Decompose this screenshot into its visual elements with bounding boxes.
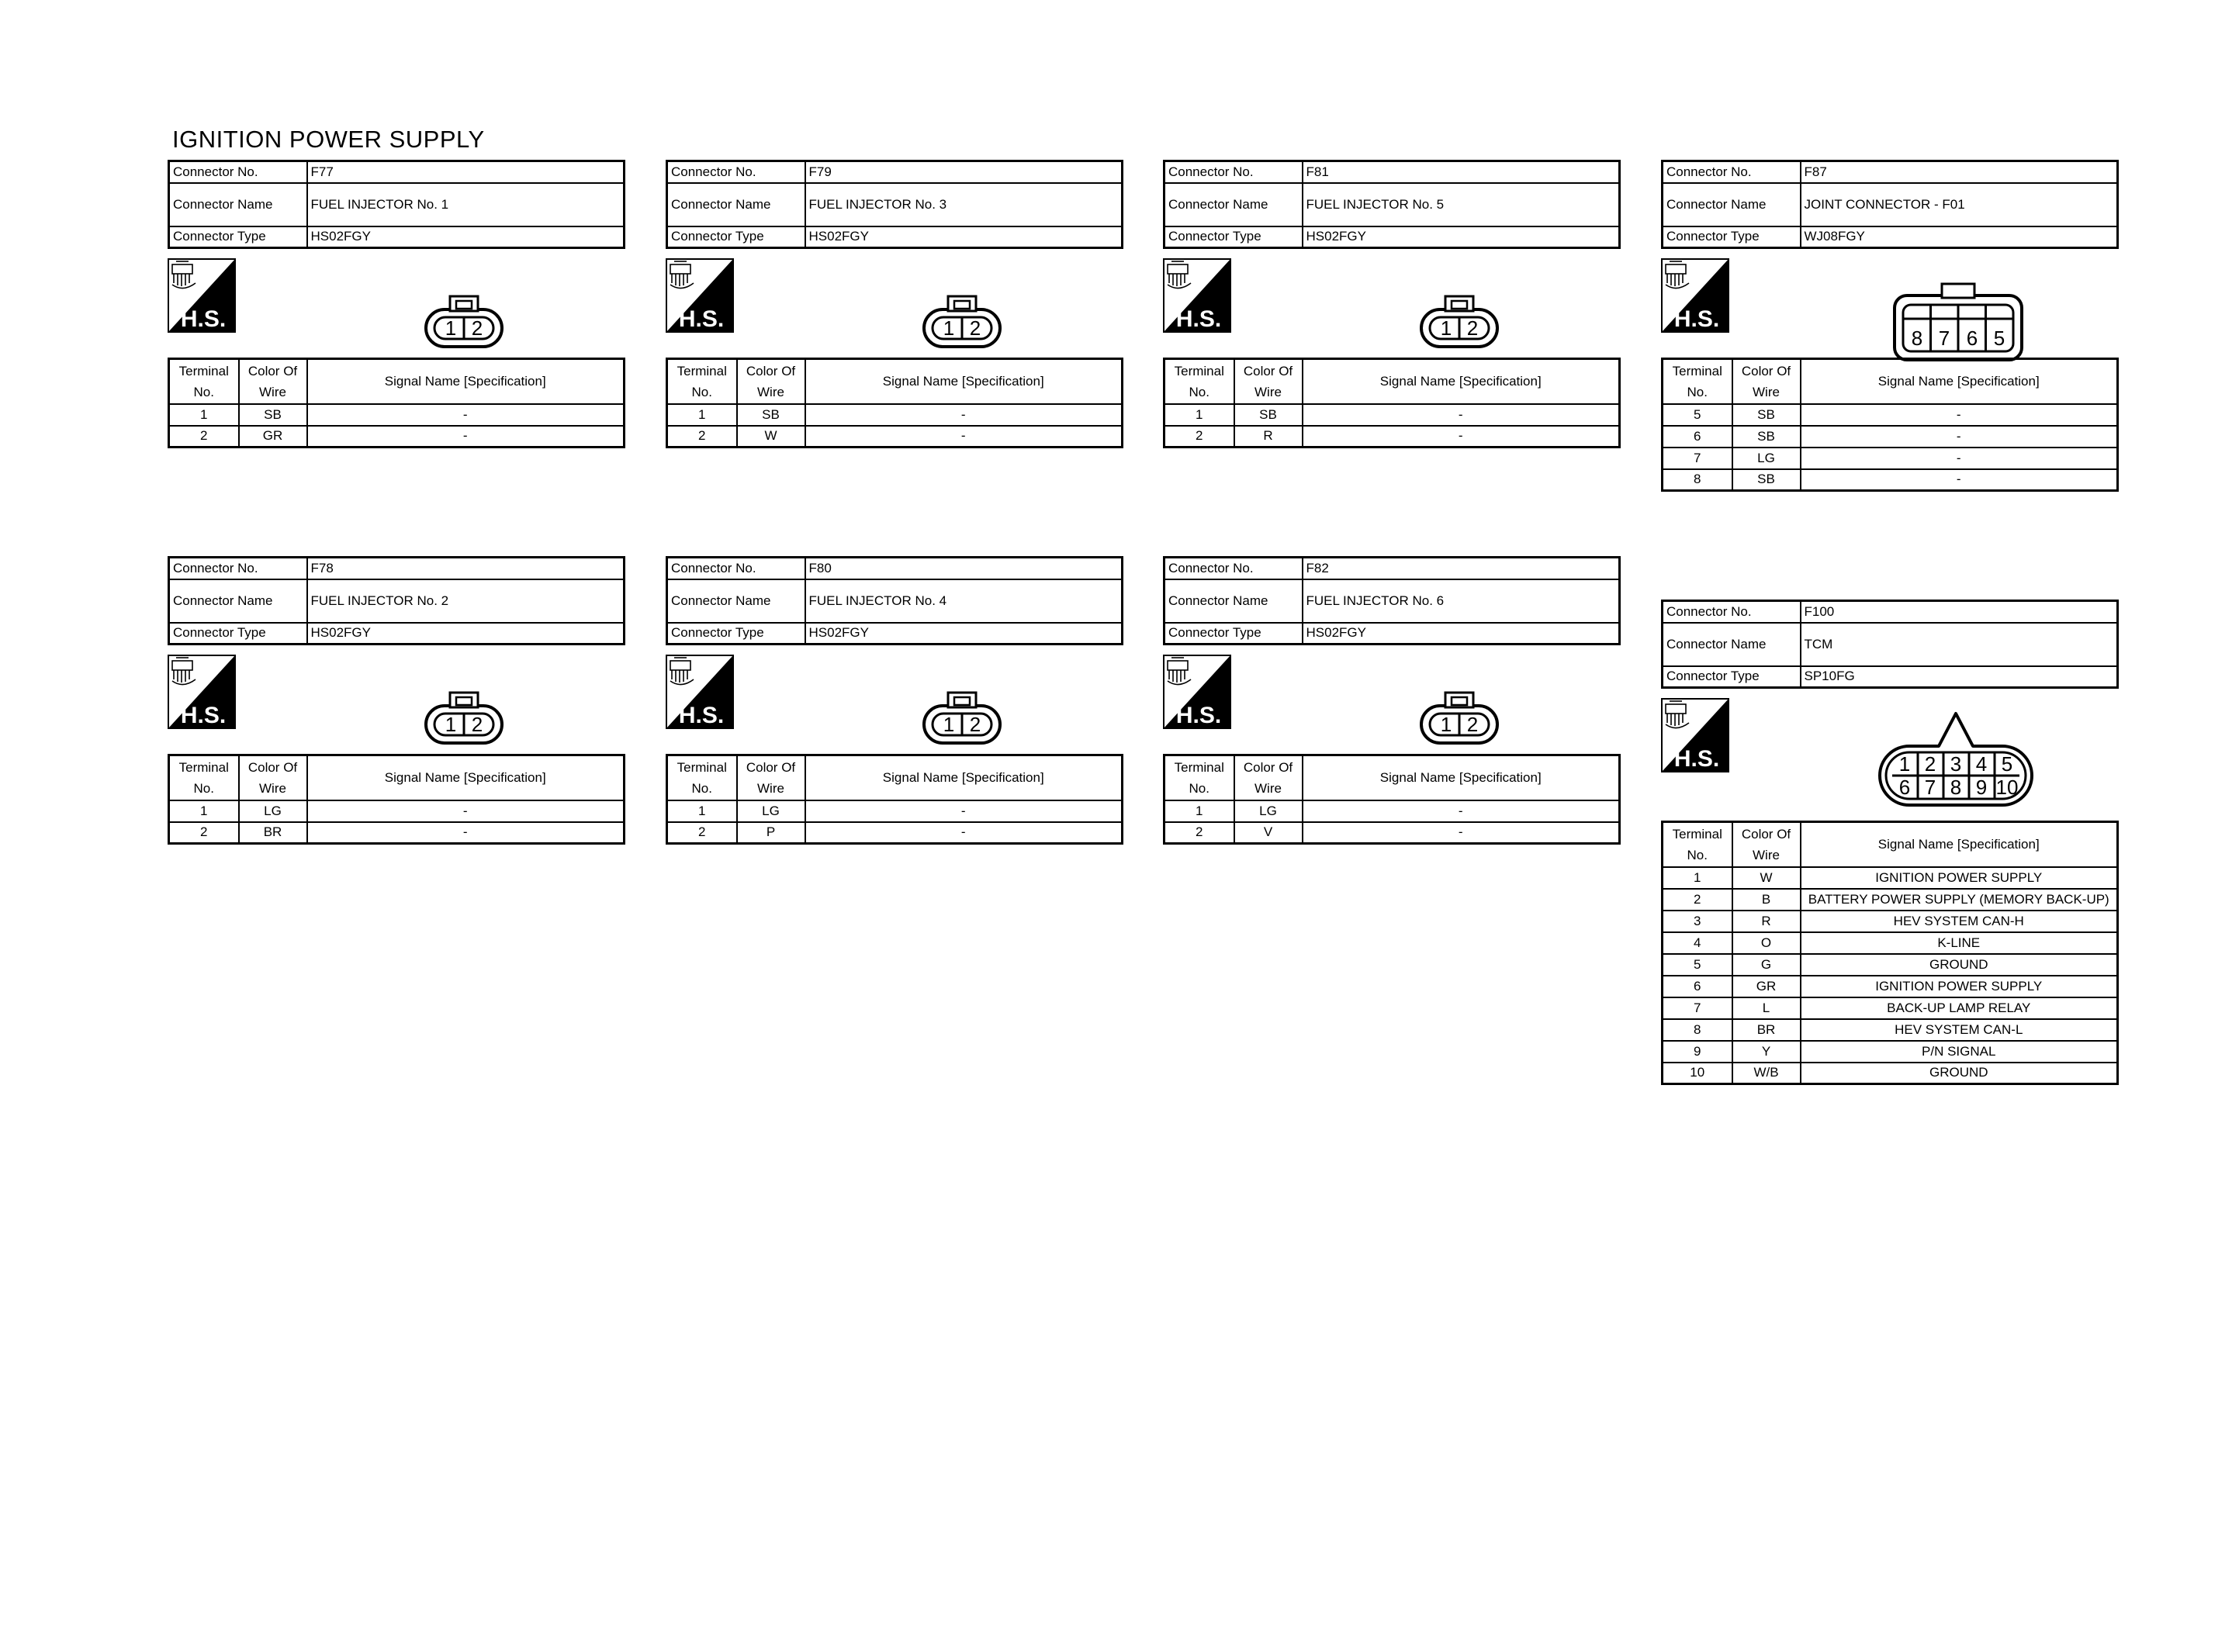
wire-color-cell: L bbox=[1732, 997, 1801, 1019]
connector-type-value: HS02FGY bbox=[307, 226, 625, 248]
signal-name-cell: HEV SYSTEM CAN-H bbox=[1801, 911, 2118, 932]
signal-name-header: Signal Name [Specification] bbox=[1801, 359, 2118, 404]
connector-type-value: SP10FG bbox=[1801, 666, 2118, 688]
connector-name-label: Connector Name bbox=[1663, 183, 1801, 226]
connector-no-label: Connector No. bbox=[667, 558, 805, 579]
signal-name-header: Signal Name [Specification] bbox=[1801, 822, 2118, 867]
terminal-no-header bbox=[1663, 822, 1732, 867]
pin-label: 2 bbox=[1924, 752, 1936, 776]
hs-badge-label: H.S. bbox=[1673, 746, 1720, 772]
terminal-no-cell: 1 bbox=[1164, 800, 1234, 822]
connector-info-table bbox=[168, 160, 625, 249]
pin-label: 1 bbox=[445, 316, 457, 340]
terminal-no-cell: 2 bbox=[1663, 889, 1732, 911]
table-row bbox=[667, 822, 1123, 844]
connector-name-value: FUEL INJECTOR No. 1 bbox=[307, 183, 625, 226]
header-line: Color Of bbox=[1243, 363, 1293, 378]
signal-name-cell: BACK-UP LAMP RELAY bbox=[1801, 997, 2118, 1019]
signal-name-header: Signal Name [Specification] bbox=[805, 359, 1123, 404]
connector-name-value: JOINT CONNECTOR - F01 bbox=[1801, 183, 2118, 226]
wire-color-cell: BR bbox=[239, 822, 307, 844]
table-row bbox=[1164, 822, 1620, 844]
connector-no-label: Connector No. bbox=[1663, 601, 1801, 623]
terminal-no-cell: 3 bbox=[1663, 911, 1732, 932]
connector-face-diagram bbox=[922, 294, 1002, 350]
signal-name-cell: GROUND bbox=[1801, 1063, 2118, 1084]
harness-side-icon bbox=[1163, 655, 1231, 729]
connector-figure bbox=[1163, 249, 1621, 358]
wire-color-cell: LG bbox=[1732, 448, 1801, 469]
header-line: Wire bbox=[1753, 384, 1780, 399]
terminal-table bbox=[168, 754, 625, 845]
wire-color-header bbox=[1732, 822, 1801, 867]
connector-type-label: Connector Type bbox=[667, 226, 805, 248]
terminal-table bbox=[1661, 358, 2119, 492]
terminal-no-cell: 2 bbox=[667, 426, 737, 448]
connector-no-label: Connector No. bbox=[667, 161, 805, 183]
harness-side-icon bbox=[1661, 698, 1729, 772]
connector-info-table bbox=[1661, 160, 2119, 249]
table-row bbox=[169, 822, 625, 844]
signal-name-cell: IGNITION POWER SUPPLY bbox=[1801, 976, 2118, 997]
wire-color-cell: W/B bbox=[1732, 1063, 1801, 1084]
table-row bbox=[1663, 1019, 2118, 1041]
terminal-table-header bbox=[169, 755, 625, 800]
terminal-no-cell: 1 bbox=[667, 800, 737, 822]
table-row bbox=[1164, 404, 1620, 426]
signal-name-header: Signal Name [Specification] bbox=[307, 755, 625, 800]
signal-name-cell: - bbox=[307, 404, 625, 426]
connector-type-value: HS02FGY bbox=[1303, 226, 1620, 248]
table-row bbox=[1663, 889, 2118, 911]
signal-name-cell: - bbox=[805, 404, 1123, 426]
table-row bbox=[169, 800, 625, 822]
pin-label: 8 bbox=[1911, 327, 1923, 350]
connector-info-table bbox=[1163, 160, 1621, 249]
signal-name-cell: - bbox=[1303, 404, 1620, 426]
terminal-table-header bbox=[169, 359, 625, 404]
wire-color-cell: V bbox=[1234, 822, 1303, 844]
connector-no-label: Connector No. bbox=[1164, 161, 1303, 183]
connector-no-label: Connector No. bbox=[169, 558, 307, 579]
signal-name-cell: - bbox=[805, 800, 1123, 822]
harness-side-icon bbox=[168, 258, 236, 333]
signal-name-cell: - bbox=[1801, 448, 2118, 469]
table-row bbox=[1663, 911, 2118, 932]
signal-name-cell: K-LINE bbox=[1801, 932, 2118, 954]
connector-block bbox=[1163, 160, 1621, 448]
connector-block bbox=[1661, 600, 2119, 1085]
connector-figure bbox=[666, 249, 1123, 358]
harness-side-icon bbox=[666, 258, 734, 333]
pin-label: 2 bbox=[471, 713, 483, 736]
terminal-no-cell: 8 bbox=[1663, 1019, 1732, 1041]
pin-label: 1 bbox=[943, 316, 955, 340]
connector-name-label: Connector Name bbox=[169, 579, 307, 623]
harness-side-icon bbox=[666, 655, 734, 729]
header-line: Wire bbox=[259, 780, 286, 796]
header-line: No. bbox=[1687, 847, 1708, 862]
terminal-table bbox=[666, 754, 1123, 845]
terminal-no-header bbox=[1164, 755, 1234, 800]
terminal-table bbox=[1163, 358, 1621, 448]
header-line: Terminal bbox=[178, 363, 229, 378]
header-line: Color Of bbox=[1741, 826, 1791, 842]
connector-name-value: FUEL INJECTOR No. 2 bbox=[307, 579, 625, 623]
header-line: No. bbox=[691, 780, 712, 796]
wire-color-cell: W bbox=[737, 426, 805, 448]
connector-type-value: WJ08FGY bbox=[1801, 226, 2118, 248]
wire-color-header bbox=[1234, 359, 1303, 404]
header-line: No. bbox=[193, 384, 214, 399]
harness-side-icon bbox=[1661, 258, 1729, 333]
header-line: No. bbox=[1687, 384, 1708, 399]
signal-name-cell: BATTERY POWER SUPPLY (MEMORY BACK-UP) bbox=[1801, 889, 2118, 911]
connector-block bbox=[1661, 160, 2119, 492]
pin-label: 2 bbox=[969, 316, 981, 340]
connector-no-value: F79 bbox=[805, 161, 1123, 183]
terminal-no-cell: 7 bbox=[1663, 448, 1732, 469]
pin-label: 3 bbox=[1950, 752, 1962, 776]
terminal-no-cell: 2 bbox=[169, 822, 239, 844]
header-line: Color Of bbox=[247, 759, 298, 775]
connector-type-label: Connector Type bbox=[169, 623, 307, 645]
terminal-no-cell: 1 bbox=[169, 800, 239, 822]
hs-badge-label: H.S. bbox=[1175, 703, 1222, 728]
header-line: Terminal bbox=[677, 363, 727, 378]
wire-color-cell: LG bbox=[737, 800, 805, 822]
connector-name-value: FUEL INJECTOR No. 6 bbox=[1303, 579, 1620, 623]
wire-color-cell: SB bbox=[1732, 426, 1801, 448]
table-row bbox=[1663, 1063, 2118, 1084]
terminal-no-cell: 2 bbox=[1164, 426, 1234, 448]
header-line: Terminal bbox=[1174, 759, 1224, 775]
pin-label: 1 bbox=[943, 713, 955, 736]
connector-name-value: FUEL INJECTOR No. 4 bbox=[805, 579, 1123, 623]
wire-color-header bbox=[737, 359, 805, 404]
terminal-table-header bbox=[1663, 822, 2118, 867]
signal-name-cell: GROUND bbox=[1801, 954, 2118, 976]
connector-figure bbox=[1661, 689, 2119, 821]
harness-side-icon bbox=[168, 655, 236, 729]
connector-no-value: F81 bbox=[1303, 161, 1620, 183]
wire-color-cell: SB bbox=[1732, 469, 1801, 491]
table-row bbox=[1663, 426, 2118, 448]
wire-color-cell: W bbox=[1732, 867, 1801, 889]
terminal-table-header bbox=[1164, 359, 1620, 404]
signal-name-cell: - bbox=[1303, 822, 1620, 844]
terminal-no-cell: 5 bbox=[1663, 404, 1732, 426]
header-line: Wire bbox=[259, 384, 286, 399]
terminal-table bbox=[168, 358, 625, 448]
connector-type-label: Connector Type bbox=[667, 623, 805, 645]
wire-color-cell: LG bbox=[1234, 800, 1303, 822]
table-row bbox=[1663, 1041, 2118, 1063]
signal-name-cell: - bbox=[805, 822, 1123, 844]
terminal-no-header bbox=[1663, 359, 1732, 404]
hs-badge-label: H.S. bbox=[1673, 306, 1720, 332]
terminal-no-cell: 4 bbox=[1663, 932, 1732, 954]
table-row bbox=[1663, 448, 2118, 469]
hs-badge-label: H.S. bbox=[678, 703, 725, 728]
wire-color-header bbox=[737, 755, 805, 800]
terminal-no-cell: 6 bbox=[1663, 976, 1732, 997]
connector-no-label: Connector No. bbox=[169, 161, 307, 183]
pin-label: 5 bbox=[2001, 752, 2013, 776]
terminal-no-header bbox=[1164, 359, 1234, 404]
table-row bbox=[169, 426, 625, 448]
terminal-no-cell: 9 bbox=[1663, 1041, 1732, 1063]
terminal-no-cell: 2 bbox=[1164, 822, 1234, 844]
header-line: Terminal bbox=[178, 759, 229, 775]
table-row bbox=[1663, 867, 2118, 889]
pin-label: 10 bbox=[1995, 776, 2019, 799]
header-line: Terminal bbox=[1174, 363, 1224, 378]
pin-label: 6 bbox=[1898, 776, 1911, 799]
header-line: Color Of bbox=[746, 759, 796, 775]
connector-figure bbox=[168, 249, 625, 358]
connector-face-diagram bbox=[922, 690, 1002, 746]
header-line: No. bbox=[1189, 384, 1209, 399]
header-line: Wire bbox=[1254, 384, 1282, 399]
terminal-no-cell: 5 bbox=[1663, 954, 1732, 976]
connector-block bbox=[666, 556, 1123, 845]
connector-name-label: Connector Name bbox=[169, 183, 307, 226]
table-row bbox=[1663, 469, 2118, 491]
pin-label: 7 bbox=[1938, 327, 1950, 350]
connector-name-label: Connector Name bbox=[1164, 579, 1303, 623]
wire-color-header bbox=[1732, 359, 1801, 404]
signal-name-cell: - bbox=[1303, 800, 1620, 822]
header-line: No. bbox=[691, 384, 712, 399]
table-row bbox=[667, 426, 1123, 448]
terminal-no-header bbox=[667, 755, 737, 800]
wire-color-cell: SB bbox=[737, 404, 805, 426]
table-row bbox=[1663, 954, 2118, 976]
wire-color-cell: SB bbox=[1732, 404, 1801, 426]
terminal-table-header bbox=[667, 755, 1123, 800]
terminal-no-cell: 2 bbox=[169, 426, 239, 448]
connector-type-label: Connector Type bbox=[1663, 226, 1801, 248]
connector-block bbox=[168, 556, 625, 845]
signal-name-cell: - bbox=[1303, 426, 1620, 448]
signal-name-header: Signal Name [Specification] bbox=[805, 755, 1123, 800]
pin-label: 1 bbox=[1440, 713, 1452, 736]
pin-label: 6 bbox=[1966, 327, 1978, 350]
terminal-no-cell: 2 bbox=[667, 822, 737, 844]
signal-name-cell: - bbox=[307, 822, 625, 844]
connector-type-value: HS02FGY bbox=[805, 623, 1123, 645]
connector-block bbox=[666, 160, 1123, 448]
table-row bbox=[169, 404, 625, 426]
signal-name-header: Signal Name [Specification] bbox=[307, 359, 625, 404]
table-row bbox=[667, 800, 1123, 822]
harness-side-icon bbox=[1163, 258, 1231, 333]
terminal-no-header bbox=[169, 359, 239, 404]
terminal-no-header bbox=[667, 359, 737, 404]
terminal-no-cell: 1 bbox=[1164, 404, 1234, 426]
connector-no-value: F87 bbox=[1801, 161, 2118, 183]
terminal-no-cell: 7 bbox=[1663, 997, 1732, 1019]
wire-color-cell: R bbox=[1234, 426, 1303, 448]
pin-label: 2 bbox=[471, 316, 483, 340]
connector-no-value: F80 bbox=[805, 558, 1123, 579]
connector-block bbox=[168, 160, 625, 448]
terminal-no-cell: 8 bbox=[1663, 469, 1732, 491]
wire-color-cell: R bbox=[1732, 911, 1801, 932]
header-line: No. bbox=[1189, 780, 1209, 796]
signal-name-cell: - bbox=[1801, 469, 2118, 491]
wire-color-cell: LG bbox=[239, 800, 307, 822]
header-line: Color Of bbox=[746, 363, 796, 378]
connector-face-diagram bbox=[424, 294, 504, 350]
connector-face-diagram bbox=[1878, 706, 2033, 814]
pin-label: 9 bbox=[1975, 776, 1988, 799]
terminal-no-cell: 1 bbox=[667, 404, 737, 426]
terminal-table bbox=[1661, 821, 2119, 1085]
connector-no-label: Connector No. bbox=[1663, 161, 1801, 183]
signal-name-cell: - bbox=[1801, 404, 2118, 426]
header-line: Color Of bbox=[247, 363, 298, 378]
terminal-no-cell: 10 bbox=[1663, 1063, 1732, 1084]
terminal-table bbox=[666, 358, 1123, 448]
wire-color-cell: Y bbox=[1732, 1041, 1801, 1063]
connector-name-value: TCM bbox=[1801, 623, 2118, 666]
connector-info-table bbox=[1661, 600, 2119, 689]
pin-label: 1 bbox=[1898, 752, 1911, 776]
connector-name-value: FUEL INJECTOR No. 3 bbox=[805, 183, 1123, 226]
connector-no-value: F82 bbox=[1303, 558, 1620, 579]
terminal-no-header bbox=[169, 755, 239, 800]
connector-name-value: FUEL INJECTOR No. 5 bbox=[1303, 183, 1620, 226]
header-line: Terminal bbox=[1672, 363, 1722, 378]
wire-color-cell: GR bbox=[1732, 976, 1801, 997]
connector-type-label: Connector Type bbox=[1663, 666, 1801, 688]
signal-name-cell: HEV SYSTEM CAN-L bbox=[1801, 1019, 2118, 1041]
header-line: No. bbox=[193, 780, 214, 796]
connector-info-table bbox=[666, 556, 1123, 645]
connector-block bbox=[1163, 556, 1621, 845]
pin-label: 2 bbox=[969, 713, 981, 736]
terminal-table-header bbox=[667, 359, 1123, 404]
connector-type-label: Connector Type bbox=[1164, 623, 1303, 645]
connector-no-value: F100 bbox=[1801, 601, 2118, 623]
table-row bbox=[1663, 997, 2118, 1019]
pin-label: 1 bbox=[1440, 316, 1452, 340]
connector-name-label: Connector Name bbox=[667, 183, 805, 226]
header-line: Terminal bbox=[677, 759, 727, 775]
connector-figure bbox=[168, 645, 625, 754]
table-row bbox=[1164, 426, 1620, 448]
connector-no-label: Connector No. bbox=[1164, 558, 1303, 579]
signal-name-cell: P/N SIGNAL bbox=[1801, 1041, 2118, 1063]
header-line: Wire bbox=[1753, 847, 1780, 862]
wire-color-cell: B bbox=[1732, 889, 1801, 911]
connector-info-table bbox=[666, 160, 1123, 249]
header-line: Color Of bbox=[1243, 759, 1293, 775]
header-line: Wire bbox=[757, 384, 784, 399]
hs-badge-label: H.S. bbox=[180, 306, 227, 332]
connector-figure bbox=[666, 645, 1123, 754]
connector-type-value: HS02FGY bbox=[1303, 623, 1620, 645]
wire-color-header bbox=[239, 755, 307, 800]
wire-color-cell: G bbox=[1732, 954, 1801, 976]
signal-name-cell: - bbox=[1801, 426, 2118, 448]
table-row bbox=[1663, 976, 2118, 997]
pin-label: 7 bbox=[1924, 776, 1936, 799]
connector-no-value: F78 bbox=[307, 558, 625, 579]
pin-label: 8 bbox=[1950, 776, 1962, 799]
pin-label: 2 bbox=[1466, 713, 1479, 736]
connector-face-diagram bbox=[1419, 294, 1500, 350]
pin-label: 2 bbox=[1466, 316, 1479, 340]
page-title: IGNITION POWER SUPPLY bbox=[172, 126, 485, 153]
connector-face-diagram bbox=[424, 690, 504, 746]
connector-type-label: Connector Type bbox=[1164, 226, 1303, 248]
header-line: Wire bbox=[757, 780, 784, 796]
connector-type-value: HS02FGY bbox=[805, 226, 1123, 248]
connector-face-diagram bbox=[1892, 282, 2024, 362]
header-line: Color Of bbox=[1741, 363, 1791, 378]
signal-name-header: Signal Name [Specification] bbox=[1303, 359, 1620, 404]
connector-type-value: HS02FGY bbox=[307, 623, 625, 645]
table-row bbox=[1663, 932, 2118, 954]
signal-name-cell: IGNITION POWER SUPPLY bbox=[1801, 867, 2118, 889]
connector-no-value: F77 bbox=[307, 161, 625, 183]
terminal-no-cell: 1 bbox=[1663, 867, 1732, 889]
terminal-table-header bbox=[1663, 359, 2118, 404]
wire-color-header bbox=[1234, 755, 1303, 800]
wire-color-cell: SB bbox=[239, 404, 307, 426]
connector-name-label: Connector Name bbox=[1164, 183, 1303, 226]
connector-figure bbox=[1163, 645, 1621, 754]
connector-name-label: Connector Name bbox=[667, 579, 805, 623]
wire-color-cell: P bbox=[737, 822, 805, 844]
terminal-no-cell: 1 bbox=[169, 404, 239, 426]
pin-label: 5 bbox=[1993, 327, 2005, 350]
wire-color-cell: O bbox=[1732, 932, 1801, 954]
signal-name-cell: - bbox=[805, 426, 1123, 448]
table-row bbox=[1164, 800, 1620, 822]
wire-color-cell: SB bbox=[1234, 404, 1303, 426]
signal-name-header: Signal Name [Specification] bbox=[1303, 755, 1620, 800]
hs-badge-label: H.S. bbox=[678, 306, 725, 332]
header-line: Wire bbox=[1254, 780, 1282, 796]
pin-label: 4 bbox=[1975, 752, 1988, 776]
connector-face-diagram bbox=[1419, 690, 1500, 746]
terminal-table-header bbox=[1164, 755, 1620, 800]
connector-info-table bbox=[168, 556, 625, 645]
terminal-table bbox=[1163, 754, 1621, 845]
connector-type-label: Connector Type bbox=[169, 226, 307, 248]
signal-name-cell: - bbox=[307, 800, 625, 822]
table-row bbox=[667, 404, 1123, 426]
terminal-no-cell: 6 bbox=[1663, 426, 1732, 448]
signal-name-cell: - bbox=[307, 426, 625, 448]
connector-info-table bbox=[1163, 556, 1621, 645]
table-row bbox=[1663, 404, 2118, 426]
pin-label: 1 bbox=[445, 713, 457, 736]
connector-figure bbox=[1661, 249, 2119, 358]
header-line: Terminal bbox=[1672, 826, 1722, 842]
wire-color-cell: BR bbox=[1732, 1019, 1801, 1041]
hs-badge-label: H.S. bbox=[1175, 306, 1222, 332]
wire-color-header bbox=[239, 359, 307, 404]
wire-color-cell: GR bbox=[239, 426, 307, 448]
hs-badge-label: H.S. bbox=[180, 703, 227, 728]
connector-name-label: Connector Name bbox=[1663, 623, 1801, 666]
